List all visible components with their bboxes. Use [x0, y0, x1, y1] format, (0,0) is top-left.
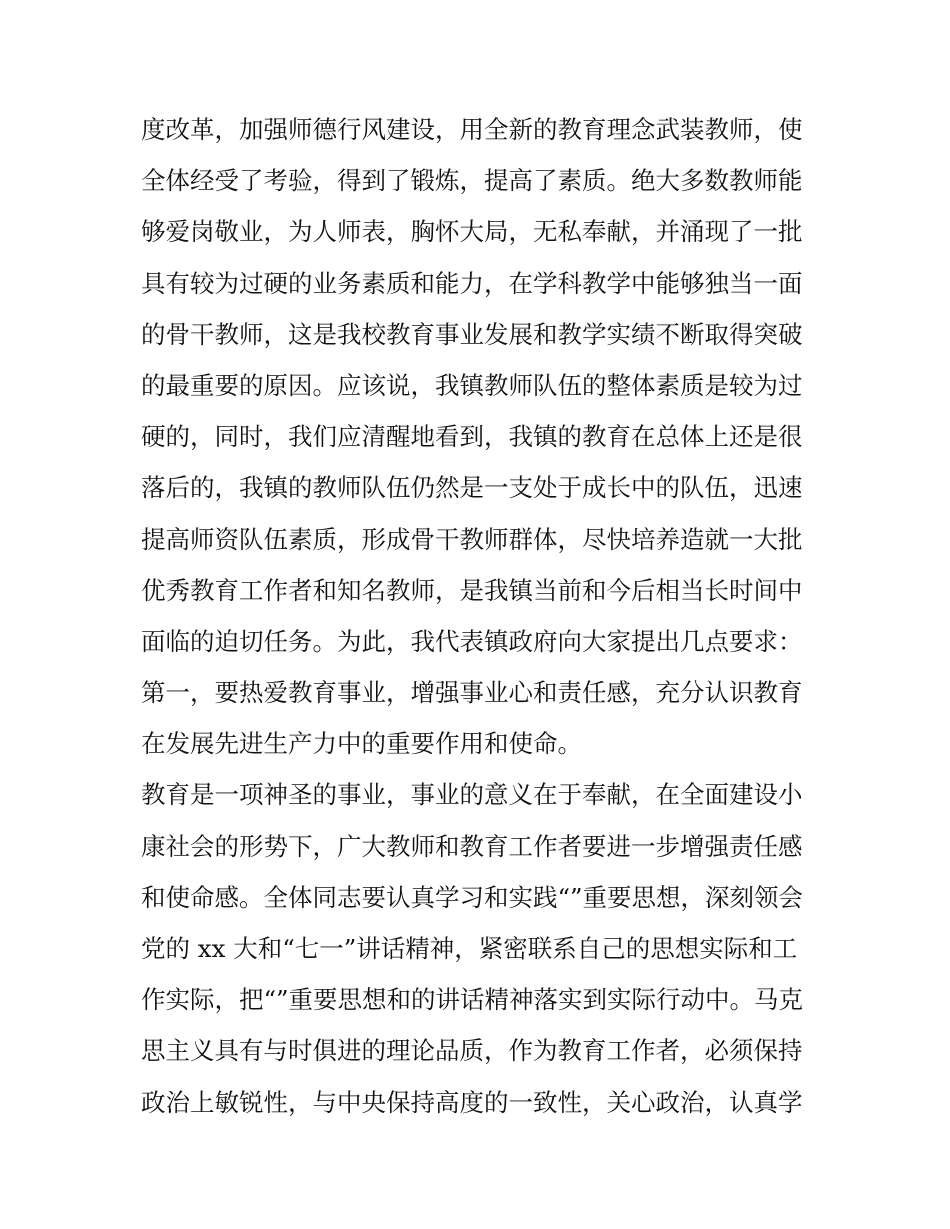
text-line: 度改革，加强师德行风建设，用全新的教育理念武装教师，使	[141, 115, 803, 144]
text-line: 落后的，我镇的教师队伍仍然是一支处于成长中的队伍，迅速	[141, 473, 803, 503]
text-line: 第一，要热爱教育事业，增强事业心和责任感，充分认识教育	[141, 678, 803, 708]
text-line: 康社会的形势下，广大教师和教育工作者要进一步增强责任感	[141, 831, 803, 861]
text-line: 教育是一项神圣的事业，事业的意义在于奉献，在全面建设小	[141, 780, 803, 810]
text-line: 的最重要的原因。应该说，我镇教师队伍的整体素质是较为过	[141, 370, 803, 400]
text-line: 作实际，把“”重要思想和的讲话精神落实到实际行动中。马克	[141, 985, 804, 1015]
text-line: 党的 xx 大和“七一”讲话精神，紧密联系自己的思想实际和工	[141, 934, 798, 963]
text-line: 的骨干教师，这是我校教育事业发展和教学实绩不断取得突破	[141, 319, 803, 349]
text-line: 优秀教育工作者和知名教师，是我镇当前和今后相当长时间中	[141, 575, 803, 605]
body-text	[141, 104, 821, 1128]
text-line: 政治上敏锐性，与中央保持高度的一致性，关心政治，认真学	[141, 1087, 803, 1117]
text-line: 和使命感。全体同志要认真学习和实践“”重要思想，深刻领会	[141, 882, 804, 912]
text-line: 面临的迫切任务。为此，我代表镇政府向大家提出几点要求：	[141, 626, 803, 656]
text-line: 提高师资队伍素质，形成骨干教师群体，尽快培养造就一大批	[141, 524, 803, 554]
text-line: 全体经受了考验，得到了锻炼，提高了素质。绝大多数教师能	[141, 166, 803, 196]
text-line: 在发展先进生产力中的重要作用和使命。	[141, 729, 582, 759]
text-line: 硬的，同时，我们应清醒地看到，我镇的教育在总体上还是很	[141, 422, 803, 452]
text-line: 够爱岗敬业，为人师表，胸怀大局，无私奉献，并涌现了一批	[141, 217, 803, 247]
text-line: 具有较为过硬的业务素质和能力，在学科教学中能够独当一面	[141, 268, 803, 298]
text-line: 思主义具有与时俱进的理论品质，作为教育工作者，必须保持	[141, 1036, 803, 1066]
